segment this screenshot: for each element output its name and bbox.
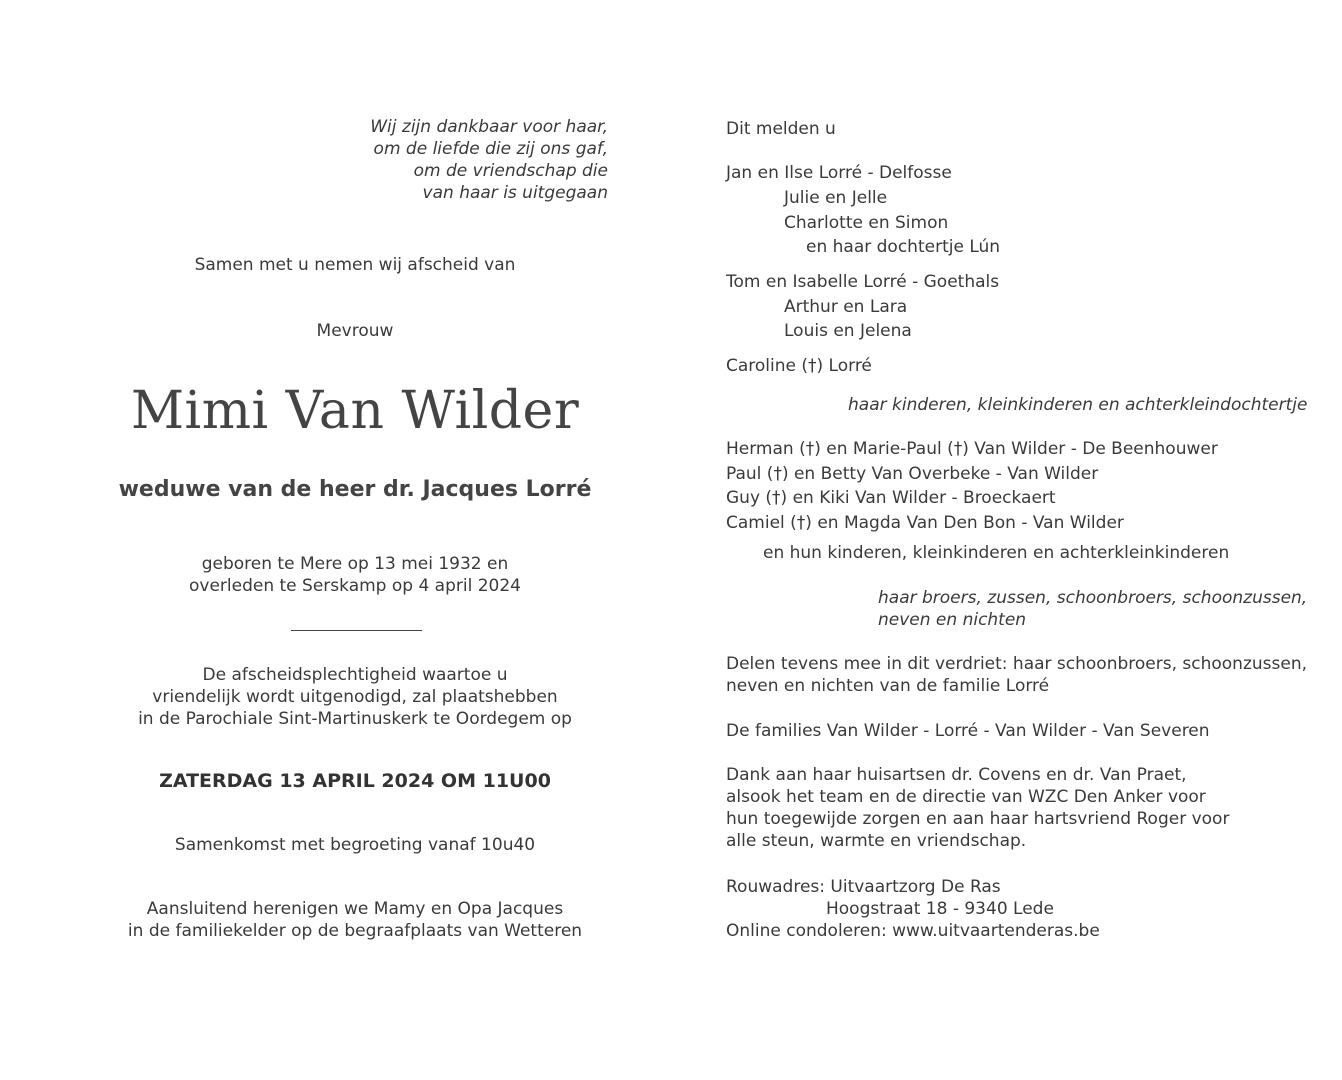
family-1-grandchild: en haar dochtertje Lún bbox=[806, 237, 1001, 257]
deceased-name: Mimi Van Wilder bbox=[130, 381, 580, 441]
salutation: Mevrouw bbox=[316, 321, 394, 341]
ceremony-line: in de Parochiale Sint-Martinuskerk te Oordegem op bbox=[138, 709, 572, 729]
siblings-sub: en hun kinderen, kleinkinderen en achterkleinkinderen bbox=[763, 543, 1230, 563]
thanks-line: alsook het team en de directie van WZC Den Anker voor bbox=[726, 787, 1206, 807]
family-1-child: Charlotte en Simon bbox=[784, 213, 949, 233]
birth-line: geboren te Mere op 13 mei 1932 en bbox=[201, 554, 509, 574]
address-label: Rouwadres: Uitvaartzorg De Ras bbox=[726, 877, 1001, 897]
divider bbox=[291, 630, 422, 631]
sibling-line: Camiel (†) en Magda Van Den Bon - Van Wilder bbox=[726, 513, 1124, 533]
family-2-parents: Tom en Isabelle Lorré - Goethals bbox=[726, 272, 1000, 292]
online-condolence: Online condoleren: www.uitvaartenderas.be bbox=[726, 921, 1100, 941]
thanks-line: alle steun, warmte en vriendschap. bbox=[726, 831, 1027, 851]
sibling-line: Guy (†) en Kiki Van Wilder - Broeckaert bbox=[726, 488, 1056, 508]
ceremony-date: ZATERDAG 13 APRIL 2024 OM 11U00 bbox=[159, 770, 551, 792]
thanks-line: hun toegewijde zorgen en aan haar hartsvriend Roger voor bbox=[726, 809, 1230, 829]
poem-line: van haar is uitgegaan bbox=[422, 183, 608, 203]
families-line: De families Van Wilder - Lorré - Van Wilder - Van Severen bbox=[726, 721, 1210, 741]
family-3: Caroline (†) Lorré bbox=[726, 356, 872, 376]
sibling-line: Herman (†) en Marie-Paul (†) Van Wilder - De Beenhouwer bbox=[726, 439, 1218, 459]
share-line: Delen tevens mee in dit verdriet: haar schoonbroers, schoonzussen, bbox=[726, 654, 1308, 674]
ceremony-info bbox=[100, 664, 610, 730]
announce-text: Dit melden u bbox=[726, 119, 836, 139]
poem-line: om de liefde die zij ons gaf, bbox=[373, 139, 608, 159]
poem-line: om de vriendschap die bbox=[413, 161, 608, 181]
death-line: overleden te Serskamp op 4 april 2024 bbox=[189, 576, 521, 596]
poem-line: Wij zijn dankbaar voor haar, bbox=[370, 117, 608, 137]
widow-line: weduwe van de heer dr. Jacques Lorré bbox=[118, 477, 592, 502]
family-2-child: Louis en Jelena bbox=[784, 321, 912, 341]
share-line: neven en nichten van de familie Lorré bbox=[726, 676, 1050, 696]
intro-text: Samen met u nemen wij afscheid van bbox=[194, 255, 516, 275]
family-1-parents: Jan en Ilse Lorré - Delfosse bbox=[726, 163, 952, 183]
siblings-caption-line: neven en nichten bbox=[878, 610, 1027, 630]
gathering-info: Samenkomst met begroeting vanaf 10u40 bbox=[174, 835, 536, 855]
address-street: Hoogstraat 18 - 9340 Lede bbox=[826, 899, 1054, 919]
siblings-caption-line: haar broers, zussen, schoonbroers, schoonzussen, bbox=[878, 588, 1308, 608]
ceremony-line: De afscheidsplechtigheid waartoe u bbox=[202, 665, 508, 685]
thanks-line: Dank aan haar huisartsen dr. Covens en dr. Van Praet, bbox=[726, 765, 1187, 785]
birth-death-info bbox=[120, 553, 590, 597]
poem bbox=[300, 116, 608, 204]
family-2-child: Arthur en Lara bbox=[784, 297, 908, 317]
family-1-child: Julie en Jelle bbox=[784, 188, 888, 208]
burial-line: Aansluitend herenigen we Mamy en Opa Jacques bbox=[146, 899, 564, 919]
sibling-line: Paul (†) en Betty Van Overbeke - Van Wilder bbox=[726, 464, 1099, 484]
burial-info bbox=[100, 898, 610, 942]
children-caption: haar kinderen, kleinkinderen en achterkleindochtertje bbox=[848, 395, 1308, 415]
ceremony-line: vriendelijk wordt uitgenodigd, zal plaatshebben bbox=[152, 687, 558, 707]
burial-line: in de familiekelder op de begraafplaats van Wetteren bbox=[127, 921, 583, 941]
